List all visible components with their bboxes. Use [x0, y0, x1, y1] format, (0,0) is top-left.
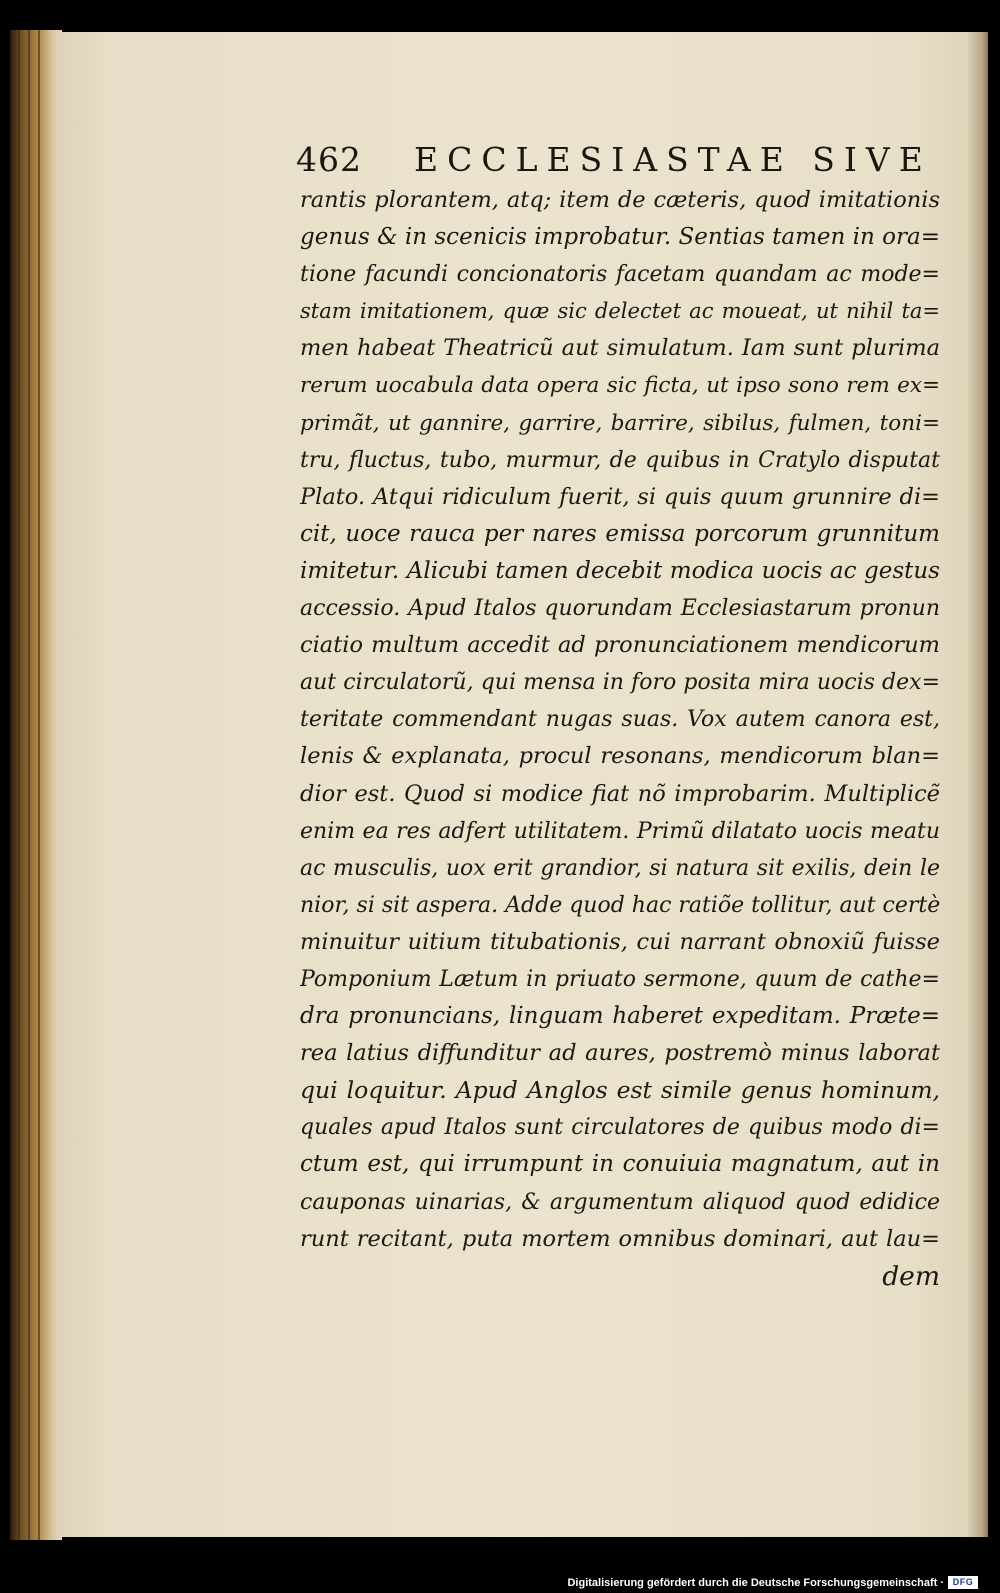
- page-stack-edge: [38, 30, 40, 1540]
- text-line: Plato. Atqui ridiculum fuerit, si quis quum grunnire di=: [300, 483, 940, 510]
- text-line: Pomponium Lætum in priuato sermone, quum de cathe=: [300, 966, 940, 992]
- running-head: ECCLESIASTAE SIVE: [414, 140, 932, 179]
- text-line: men habeat Theatricũ aut simulatum. Iam sunt plurima: [300, 335, 940, 362]
- text-line: runt recitant, puta mortem omnibus dominari, aut lau=: [300, 1225, 940, 1252]
- text-line: cauponas uinarias, & argumentum aliquod quod edidice: [300, 1189, 940, 1215]
- text-line: nior, si sit aspera. Adde quod hac ratiõe tollitur, aut certè: [300, 892, 940, 918]
- text-line: ciatio multum accedit ad pronunciationem mendicorum: [300, 632, 940, 659]
- text-line: tru, fluctus, tubo, murmur, de quibus in Cratylo disputat: [300, 447, 940, 473]
- text-line: aut circulatorũ, qui mensa in foro posita mira uocis dex=: [300, 670, 940, 696]
- text-line: dra pronuncians, linguam haberet expeditam. Præte=: [300, 1003, 940, 1030]
- catchword: dem: [882, 1260, 940, 1292]
- text-line: enim ea res adfert utilitatem. Primũ dilatato uocis meatu: [300, 818, 940, 844]
- text-line: stam imitationem, quæ sic delectet ac moueat, ut nihil ta=: [300, 299, 940, 324]
- page-stack-edge: [18, 30, 20, 1540]
- page-header: [296, 140, 936, 184]
- text-line: imitetur. Alicubi tamen decebit modica uocis ac gestus: [300, 557, 940, 584]
- text-line: teritate commendant nugas suas. Vox autem canora est,: [300, 707, 940, 733]
- text-line: minuitur uitium titubationis, cui narrant obnoxiũ fuisse: [300, 928, 940, 955]
- text-line: cit, uoce rauca per nares emissa porcorum grunnitum: [300, 520, 940, 547]
- page-number: 462: [296, 140, 362, 179]
- text-line: lenis & explanata, procul resonans, mendicorum blan=: [300, 743, 940, 770]
- text-line: quales apud Italos sunt circulatores de quibus modo di=: [300, 1115, 940, 1141]
- page-stack-edge: [28, 30, 30, 1540]
- text-line: ctum est, qui irrumpunt in conuiuia magnatum, aut in: [300, 1151, 940, 1178]
- text-line: tione facundi concionatoris facetam quandam ac mode=: [300, 262, 940, 288]
- dfg-logo-icon: DFG: [948, 1576, 978, 1589]
- text-line: dior est. Quod si modice fiat nõ improbarim. Multiplicẽ: [300, 780, 940, 807]
- funding-credit: Digitalisierung gefördert durch die Deutsche Forschungsgemeinschaft ·: [567, 1577, 944, 1589]
- text-line: accessio. Apud Italos quorundam Ecclesiastarum pronun: [300, 596, 940, 622]
- text-line: primãt, ut gannire, garrire, barrire, sibilus, fulmen, toni=: [300, 410, 940, 436]
- page-right-edge: [968, 32, 988, 1537]
- text-line: rerum uocabula data opera sic ficta, ut ipso sono rem ex=: [300, 373, 940, 399]
- text-line: ac musculis, uox erit grandior, si natura sit exilis, dein le: [300, 855, 940, 881]
- text-line: genus & in scenicis improbatur. Sentias tamen in ora=: [300, 224, 940, 251]
- body-text: [300, 182, 940, 1295]
- text-line: rantis plorantem, atq; item de cæteris, quod imitationis: [300, 187, 940, 213]
- text-line: rea latius diffunditur ad aures, postremò minus laborat: [300, 1040, 940, 1067]
- text-line: qui loquitur. Apud Anglos est simile genus hominum,: [300, 1076, 940, 1105]
